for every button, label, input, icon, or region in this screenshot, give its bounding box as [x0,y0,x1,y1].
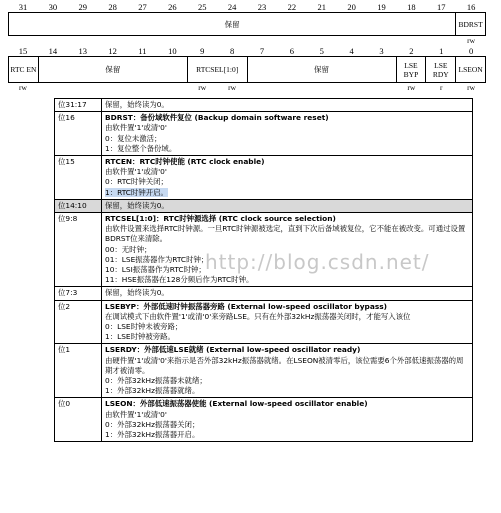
table-row [55,213,473,287]
watermark: http://blog.csdn.net/ [205,250,430,274]
field-title: LSEBYP：外部低速时钟振荡器旁路 (External low-speed oscillator bypass) [105,301,387,311]
register-field: 保留 [248,57,397,83]
table-row [55,156,473,200]
description-line: 保留，始终读为0。 [105,100,169,109]
description-line: 1：外部32kHz振荡器就绪。 [105,386,200,396]
bit-number: 23 [257,2,267,12]
register-high [8,2,486,46]
bit-description [102,112,473,156]
bit-number: 9 [200,46,205,56]
register-field: LSE RDY [426,57,456,83]
description-line: 0：RTC时钟关闭； [105,177,168,187]
description-line: 1：外部32kHz振荡器开启。 [105,430,200,440]
bit-number: 8 [229,46,235,56]
bit-description [102,300,473,344]
bit-number: 27 [138,2,147,12]
register-field: 保留 [39,57,188,83]
table-row [55,398,473,442]
bit-number: 7 [259,46,265,56]
bit-number: 26 [168,2,177,12]
bit-number: 3 [379,46,384,56]
description-line: 保留，始终读为0。 [105,288,169,298]
access-type: rw [467,83,476,92]
bit-number: 25 [197,2,207,12]
register-field: RTC EN [9,57,39,83]
description-line: 由软件置'1'或清'0' [105,123,167,133]
register-field: BDRST [456,13,486,36]
bit-number: 1 [439,46,444,56]
access-type: r [439,83,443,92]
register-fields-high [8,12,486,36]
bit-number: 17 [436,2,446,12]
bit-number: 11 [138,46,147,56]
bit-numbers-low [8,46,486,56]
access-row-low [8,83,486,93]
bit-number: 28 [108,2,117,12]
bit-description [102,99,473,112]
bit-range: 位16 [55,112,102,156]
bit-description [102,213,473,287]
register-fields-low [8,56,486,83]
field-title: LSERDY：外部低速LSE就绪 (External low-speed oscillator ready) [105,345,361,355]
bit-number: 4 [349,46,354,56]
table-row [55,99,473,112]
bit-numbers-high [8,2,486,12]
description-line: 1：RTC时钟开启。 [105,187,168,197]
bit-description [102,287,473,300]
bit-number: 2 [409,46,414,56]
bit-number: 18 [407,2,416,12]
bit-number: 15 [18,46,28,56]
field-title: LSEON：外部低速振荡器使能 (External low-speed oscillator enable) [105,399,368,409]
access-row-high [8,36,486,46]
bit-range: 位31:17 [55,99,102,112]
description-line: 00：无时钟； [105,244,152,254]
table-row [55,344,473,398]
access-type [8,36,456,46]
description-line: 保留，始终读为0。 [105,200,169,210]
field-title: RTCEN：RTC时钟使能 (RTC clock enable) [105,157,265,167]
bit-range: 位1 [55,344,102,398]
description-line: 1：复位整个备份域。 [105,143,177,153]
access-type: rw [467,36,476,45]
register-field: LSE BYP [397,57,427,83]
bit-number: 31 [18,2,28,12]
description-line: 01：LSE振荡器作为RTC时钟； [105,254,209,264]
description-line: 0：外部32kHz振荡器关闭； [105,419,200,429]
description-line: 11：HSE振荡器在128分频后作为RTC时钟。 [105,275,254,285]
description-line: 由硬件置'1'或清'0'来指示是否外部32kHz振荡器就绪。在LSEON被清零后，该位需要6个外部低速振荡器的周期才被清零。 [105,355,464,375]
bit-range: 位14:10 [55,199,102,212]
bit-description [102,398,473,442]
bit-range: 位7:3 [55,287,102,300]
access-type [247,83,396,93]
register-field: 保留 [9,13,456,36]
field-title: BDRST：备份域软件复位 (Backup domain software reset) [105,113,329,123]
description-line: 由软件设置来选择RTC时钟源。一旦RTC时钟源被选定，直到下次后备域被复位，它不能在被改变。可通过设置BDRST位来清除。 [105,224,466,244]
bit-number: 24 [227,2,237,12]
access-type: rw [198,83,207,92]
bit-range: 位15 [55,156,102,200]
access-type: rw [407,83,416,92]
table-row [55,112,473,156]
description-line: 0：复位未激活； [105,133,162,143]
bit-number: 13 [78,46,87,56]
description-line: 1：LSE时钟被旁路。 [105,332,175,342]
description-line: 0：LSE时钟未被旁路； [105,322,183,332]
bit-number: 14 [48,46,58,56]
field-title: RTCSEL[1:0]：RTC时钟源选择 (RTC clock source selection) [105,214,336,224]
bit-number: 29 [78,2,87,12]
table-row [55,199,473,212]
access-type: rw [228,83,237,92]
access-type [38,83,187,93]
description-line: 0：外部32kHz振荡器未就绪； [105,376,207,386]
bit-description [102,156,473,200]
bit-description [102,199,473,212]
bit-number: 21 [317,2,326,12]
bit-number: 30 [48,2,58,12]
bit-number: 22 [287,2,297,12]
bit-range: 位2 [55,300,102,344]
description-line: 由软件置'1'或清'0' [105,409,167,419]
bit-description-table [54,98,473,442]
register-field: LSEON [456,57,486,83]
bit-number: 16 [466,2,476,12]
bit-number: 19 [377,2,386,12]
table-row [55,287,473,300]
bit-number: 20 [347,2,356,12]
description-line: 在调试模式下由软件置'1'或清'0'来旁路LSE。只有在外部32kHz振荡器关闭时，才能写入该位 [105,311,411,321]
description-line: 由软件置'1'或清'0' [105,167,167,177]
bit-description [102,344,473,398]
bit-range: 位9:8 [55,213,102,287]
description-line: 10：LSI振荡器作为RTC时钟； [105,265,206,275]
bit-number: 10 [168,46,177,56]
bit-number: 0 [468,46,474,56]
bit-number: 12 [108,46,117,56]
bit-range: 位0 [55,398,102,442]
bit-number: 6 [289,46,294,56]
bit-number: 5 [319,46,324,56]
table-row [55,300,473,344]
access-type: rw [18,83,27,92]
register-low [8,46,486,93]
register-field: RTCSEL[1:0] [188,57,248,83]
